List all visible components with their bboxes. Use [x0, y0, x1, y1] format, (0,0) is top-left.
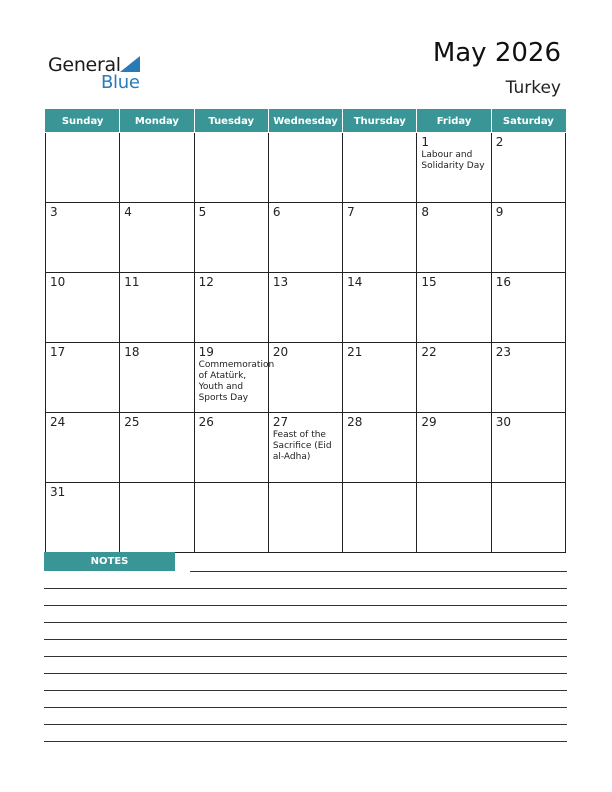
- day-number: 14: [347, 275, 363, 289]
- day-number: 18: [124, 345, 140, 359]
- day-number: 2: [495, 135, 504, 149]
- weekday-header: Saturday: [491, 110, 565, 133]
- note-line: [44, 741, 567, 742]
- day-cell: [343, 273, 417, 343]
- day-cell: [268, 413, 342, 483]
- weekday-header: Sunday: [46, 110, 120, 133]
- day-cell: [268, 343, 342, 413]
- day-number: 16: [495, 275, 511, 289]
- day-cell: [46, 413, 120, 483]
- day-cell: [491, 413, 565, 483]
- day-number: 26: [198, 415, 214, 429]
- day-number: 10: [50, 275, 66, 289]
- day-cell: [194, 133, 268, 203]
- note-line: [44, 639, 567, 640]
- day-cell: [194, 343, 275, 413]
- calendar-grid: [45, 109, 566, 553]
- day-number: 7: [347, 205, 355, 219]
- day-cell: [120, 483, 194, 553]
- day-number: 5: [198, 205, 207, 219]
- note-line: [44, 690, 567, 691]
- day-cell: [268, 273, 342, 343]
- note-line: [44, 656, 567, 657]
- day-number: 24: [50, 415, 66, 429]
- note-line: [44, 724, 567, 725]
- day-cell: [268, 203, 342, 273]
- notes-label: NOTES: [44, 552, 175, 571]
- day-number: 4: [124, 205, 132, 219]
- month-title: May 2026: [432, 38, 561, 68]
- day-cell: [120, 203, 194, 273]
- week-row: [46, 133, 566, 203]
- day-cell: [417, 343, 491, 413]
- day-number: 1: [421, 135, 430, 149]
- day-number: 20: [272, 345, 289, 359]
- day-number: 6: [272, 205, 281, 219]
- week-row: [46, 483, 566, 553]
- week-row: [46, 343, 566, 413]
- day-cell: [194, 413, 268, 483]
- note-line: [44, 707, 567, 708]
- logo-text-general: General: [48, 54, 121, 76]
- day-number: 22: [421, 345, 437, 359]
- day-cell: [417, 203, 491, 273]
- day-cell: [343, 483, 417, 553]
- day-cell: [46, 203, 120, 273]
- note-line: [44, 673, 567, 674]
- note-line: [44, 605, 567, 606]
- day-number: 17: [50, 345, 66, 359]
- day-cell: [417, 483, 491, 553]
- day-cell: [268, 483, 342, 553]
- country-name: Turkey: [505, 78, 561, 98]
- logo-text-blue: Blue: [101, 72, 140, 93]
- logo-triangle-icon: [120, 56, 140, 72]
- day-cell: [120, 343, 194, 413]
- day-cell: [491, 483, 565, 553]
- day-cell: [343, 413, 417, 483]
- day-cell: [46, 483, 120, 553]
- week-row: [46, 273, 566, 343]
- day-number: 3: [50, 205, 58, 219]
- day-cell: [194, 483, 268, 553]
- day-cell: [194, 273, 268, 343]
- day-number: 31: [50, 485, 66, 499]
- note-line: [190, 571, 567, 572]
- day-number: 28: [347, 415, 363, 429]
- day-cell: [491, 273, 565, 343]
- day-cell: [120, 413, 194, 483]
- day-number: 25: [124, 415, 140, 429]
- day-cell: [268, 133, 342, 203]
- day-cell: [46, 273, 120, 343]
- holiday-label: Labour and Solidarity Day: [421, 150, 485, 171]
- day-number: 15: [421, 275, 437, 289]
- day-cell: [343, 133, 417, 203]
- day-number: 12: [198, 275, 214, 289]
- day-cell: [120, 133, 194, 203]
- note-line: [44, 588, 567, 589]
- day-number: 23: [495, 345, 511, 359]
- day-number: 9: [495, 205, 504, 219]
- day-number: 29: [421, 415, 437, 429]
- day-cell: [491, 133, 565, 203]
- day-cell: [46, 133, 120, 203]
- week-row: [46, 203, 566, 273]
- weekday-header: Monday: [120, 110, 194, 133]
- day-cell: [343, 203, 417, 273]
- weekday-header: Thursday: [343, 110, 417, 133]
- day-number: 8: [421, 205, 430, 219]
- day-cell: [120, 273, 194, 343]
- weekday-header: Tuesday: [194, 110, 268, 133]
- generalblue-logo: [48, 52, 148, 92]
- week-row: [46, 413, 566, 483]
- holiday-label: Commemoration of Atatürk, Youth and Sports Day: [198, 360, 275, 403]
- day-number: 27: [272, 415, 289, 429]
- day-number: 19: [198, 345, 214, 359]
- day-number: 13: [272, 275, 289, 289]
- day-number: 30: [495, 415, 511, 429]
- day-cell: [417, 133, 491, 203]
- day-cell: [194, 203, 268, 273]
- day-cell: [46, 343, 120, 413]
- day-cell: [343, 343, 417, 413]
- day-cell: [491, 203, 565, 273]
- holiday-label: Feast of the Sacrifice (Eid al-Adha): [272, 430, 332, 462]
- day-number: 21: [347, 345, 363, 359]
- day-cell: [417, 273, 491, 343]
- weekday-header: Wednesday: [268, 110, 342, 133]
- day-cell: [491, 343, 565, 413]
- weekday-header-row: [46, 110, 566, 133]
- weekday-header: Friday: [417, 110, 491, 133]
- note-line: [44, 622, 567, 623]
- day-cell: [417, 413, 491, 483]
- day-number: 11: [124, 275, 140, 289]
